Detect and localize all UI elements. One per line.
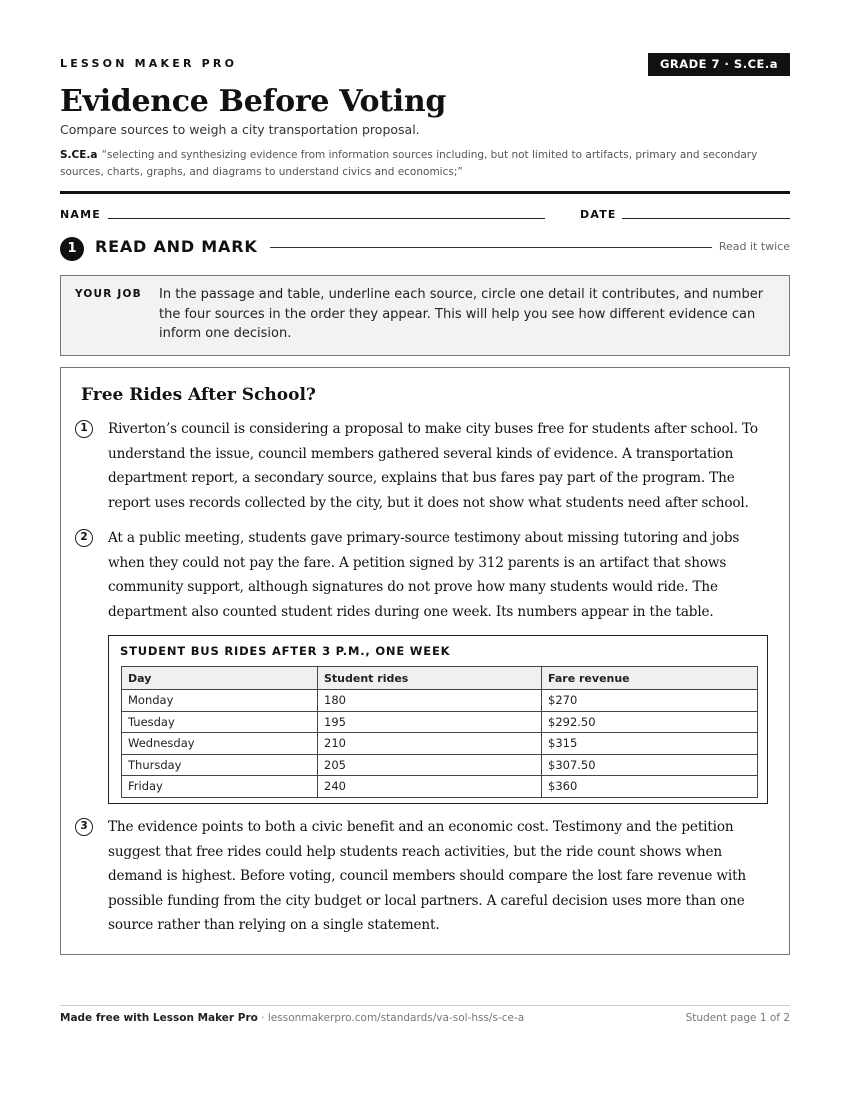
footer-url[interactable]: lessonmakerpro.com/standards/va-sol-hss/s-ce-a [267, 1012, 525, 1024]
name-line[interactable] [108, 218, 545, 219]
table-cell-day: Monday [122, 690, 318, 712]
paragraph-number-1: 1 [75, 420, 93, 438]
table-cell-day: Wednesday [122, 733, 318, 755]
your-job-text: In the passage and table, underline each source, circle one detail it contributes, and number the four sources in the order they appear. This will help you see how different evidence can inform one decision. [159, 287, 764, 341]
table-caption: STUDENT BUS RIDES AFTER 3 P.M., ONE WEEK [120, 644, 451, 658]
ride-data-table [121, 666, 758, 798]
footer-credit [60, 1012, 524, 1024]
table-row [122, 690, 758, 712]
passage-title: Free Rides After School? [81, 385, 316, 405]
table-cell-day: Friday [122, 776, 318, 798]
table-cell-rides: 205 [318, 754, 542, 776]
your-job-box [60, 275, 790, 356]
paragraph-2: At a public meeting, students gave primary-source testimony about missing tutoring and jobs when they could not pay the fare. A petition signed by 312 parents is an artifact that shows community support, although signatures do not prove how many students would ride. The department also counted student rides during one week. Its numbers appear in the table. [108, 530, 740, 620]
table-row [122, 754, 758, 776]
header-divider [60, 191, 790, 194]
footer-made-with: Made free with Lesson Maker Pro [60, 1012, 258, 1024]
date-label: DATE [580, 208, 617, 221]
name-label: NAME [60, 208, 101, 221]
table-header-day: Day [122, 667, 318, 690]
table-cell-revenue: $292.50 [542, 711, 758, 733]
page-title: Evidence Before Voting [60, 84, 447, 119]
your-job-label: YOUR JOB [75, 288, 142, 300]
table-row [122, 711, 758, 733]
paragraph-1: Riverton’s council is considering a proposal to make city buses free for students after school. To understand the issue, council members gathered several kinds of evidence. A transportation department report, a secondary source, explains that bus fares pay part of the program. The report uses records collected by the city, but it does not show what students need after school. [108, 421, 758, 511]
table-row [122, 733, 758, 755]
brand-name: LESSON MAKER PRO [60, 57, 238, 70]
table-cell-rides: 240 [318, 776, 542, 798]
footer-separator: · [257, 1012, 268, 1024]
paragraph-number-2: 2 [75, 529, 93, 547]
table-cell-revenue: $360 [542, 776, 758, 798]
table-row [122, 776, 758, 798]
section-number: 1 [60, 237, 84, 261]
paragraph-3: The evidence points to both a civic benefit and an economic cost. Testimony and the petition suggest that free rides could help students reach activities, but the ride count shows when demand is highest. Before voting, council members should compare the lost fare revenue with possible funding from the city budget or local partners. A careful decision uses more than one source rather than relying on a single statement. [108, 819, 747, 933]
table-cell-day: Tuesday [122, 711, 318, 733]
table-header-row [122, 667, 758, 690]
grade-standard-badge: GRADE 7 · S.CE.a [648, 53, 790, 76]
table-cell-revenue: $307.50 [542, 754, 758, 776]
standard-statement [60, 147, 790, 181]
paragraph-number-3: 3 [75, 818, 93, 836]
passage-box [60, 367, 790, 955]
date-line[interactable] [622, 218, 790, 219]
section-rule [270, 247, 712, 248]
standard-text: “selecting and synthesizing evidence from information sources including, but not limited to artifacts, primary and secondary sources, charts, graphs, and diagrams to understand civics and economics;” [60, 149, 758, 178]
table-header-revenue: Fare revenue [542, 667, 758, 690]
table-header-rides: Student rides [318, 667, 542, 690]
table-cell-revenue: $315 [542, 733, 758, 755]
table-cell-rides: 210 [318, 733, 542, 755]
section-note: Read it twice [718, 240, 790, 253]
standard-code: S.CE.a [60, 149, 98, 161]
table-cell-revenue: $270 [542, 690, 758, 712]
table-cell-day: Thursday [122, 754, 318, 776]
table-cell-rides: 195 [318, 711, 542, 733]
footer-page-number: Student page 1 of 2 [685, 1012, 790, 1024]
ride-data-table-box [108, 635, 768, 804]
section-title: READ AND MARK [95, 237, 258, 256]
footer-divider [60, 1005, 790, 1006]
page-subtitle: Compare sources to weigh a city transportation proposal. [60, 122, 420, 137]
table-cell-rides: 180 [318, 690, 542, 712]
